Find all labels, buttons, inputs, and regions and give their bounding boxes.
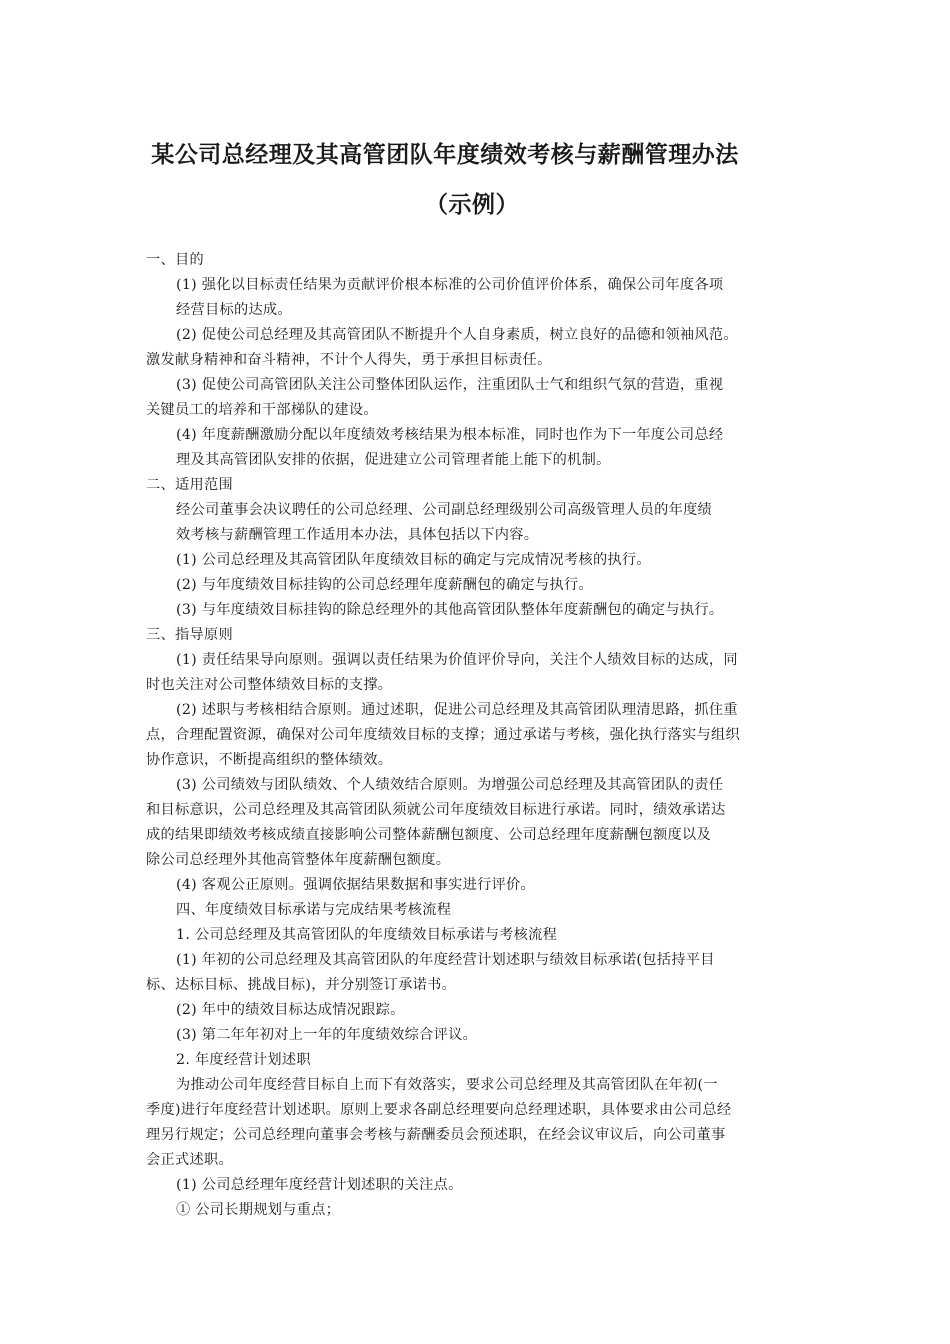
paragraph-line: (1) 强化以目标责任结果为贡献评价根本标准的公司价值评价体系，确保公司年度各项	[176, 277, 724, 293]
paragraph-line: 效考核与薪酬管理工作适用本办法，具体包括以下内容。	[176, 527, 539, 543]
paragraph-line: (2) 与年度绩效目标挂钩的公司总经理年度薪酬包的确定与执行。	[176, 577, 593, 593]
section-heading-scope: 二、适用范围	[146, 477, 233, 493]
paragraph-line: 理及其高管团队安排的依据，促进建立公司管理者能上能下的机制。	[176, 452, 611, 468]
paragraph-line: 除公司总经理外其他高管整体年度薪酬包额度。	[146, 852, 451, 868]
subsection-heading: 2. 年度经营计划述职	[176, 1052, 311, 1068]
paragraph-line: 经营目标的达成。	[176, 302, 292, 318]
paragraph-line: 协作意识，不断提高组织的整体绩效。	[146, 752, 393, 768]
paragraph-line: (1) 公司总经理年度经营计划述职的关注点。	[176, 1177, 463, 1193]
section-heading-principles: 三、指导原则	[146, 627, 233, 643]
paragraph-line: ① 公司长期规划与重点；	[176, 1202, 341, 1218]
paragraph-line: 成的结果即绩效考核成绩直接影响公司整体薪酬包额度、公司总经理年度薪酬包额度以及	[146, 827, 712, 843]
paragraph-line: 为推动公司年度经营目标自上而下有效落实，要求公司总经理及其高管团队在年初(一	[176, 1077, 718, 1093]
paragraph-line: 激发献身精神和奋斗精神，不计个人得失，勇于承担目标责任。	[146, 352, 552, 368]
paragraph-line: (3) 第二年年初对上一年的年度绩效综合评议。	[176, 1027, 478, 1043]
paragraph-line: (2) 促使公司总经理及其高管团队不断提升个人自身素质，树立良好的品德和领袖风范。	[176, 327, 738, 343]
document-title: 某公司总经理及其高管团队年度绩效考核与薪酬管理办法	[151, 142, 739, 168]
section-heading-purpose: 一、目的	[146, 252, 204, 268]
paragraph-line: (3) 促使公司高管团队关注公司整体团队运作，注重团队士气和组织气氛的营造，重视	[176, 377, 724, 393]
paragraph-line: (1) 公司总经理及其高管团队年度绩效目标的确定与完成情况考核的执行。	[176, 552, 651, 568]
paragraph-line: 经公司董事会决议聘任的公司总经理、公司副总经理级别公司高级管理人员的年度绩	[176, 502, 713, 518]
paragraph-line: (4) 客观公正原则。强调依据结果数据和事实进行评价。	[176, 877, 536, 893]
paragraph-line: (1) 责任结果导向原则。强调以责任结果为价值评价导向，关注个人绩效目标的达成，同	[176, 652, 738, 668]
subsection-heading: 1. 公司总经理及其高管团队的年度绩效目标承诺与考核流程	[176, 927, 558, 943]
paragraph-line: (2) 年中的绩效目标达成情况跟踪。	[176, 1002, 405, 1018]
paragraph-line: (1) 年初的公司总经理及其高管团队的年度经营计划述职与绩效目标承诺(包括持平目	[176, 952, 715, 968]
section-heading-process: 四、年度绩效目标承诺与完成结果考核流程	[176, 902, 452, 918]
paragraph-line: (3) 与年度绩效目标挂钩的除总经理外的其他高管团队整体年度薪酬包的确定与执行。	[176, 602, 724, 618]
paragraph-line: 点，合理配置资源，确保对公司年度绩效目标的支撑；通过承诺与考核，强化执行落实与组织	[146, 727, 740, 743]
paragraph-line: (2) 述职与考核相结合原则。通过述职，促进公司总经理及其高管团队理清思路，抓住重	[176, 702, 738, 718]
paragraph-line: 时也关注对公司整体绩效目标的支撑。	[146, 677, 393, 693]
document-subtitle: （示例）	[425, 192, 519, 218]
paragraph-line: 理另行规定；公司总经理向董事会考核与薪酬委员会预述职，在经会议审议后，向公司董事	[146, 1127, 726, 1143]
paragraph-line: 会正式述职。	[146, 1152, 233, 1168]
paragraph-line: 和目标意识，公司总经理及其高管团队须就公司年度绩效目标进行承诺。同时，绩效承诺达	[146, 802, 726, 818]
paragraph-line: 关键员工的培养和干部梯队的建设。	[146, 402, 378, 418]
paragraph-line: (4) 年度薪酬激励分配以年度绩效考核结果为根本标准，同时也作为下一年度公司总经	[176, 427, 724, 443]
paragraph-line: 季度)进行年度经营计划述职。原则上要求各副总经理要向总经理述职，具体要求由公司总经	[146, 1102, 732, 1118]
paragraph-line: (3) 公司绩效与团队绩效、个人绩效结合原则。为增强公司总经理及其高管团队的责任	[176, 777, 724, 793]
paragraph-line: 标、达标目标、挑战目标)，并分别签订承诺书。	[146, 977, 457, 993]
